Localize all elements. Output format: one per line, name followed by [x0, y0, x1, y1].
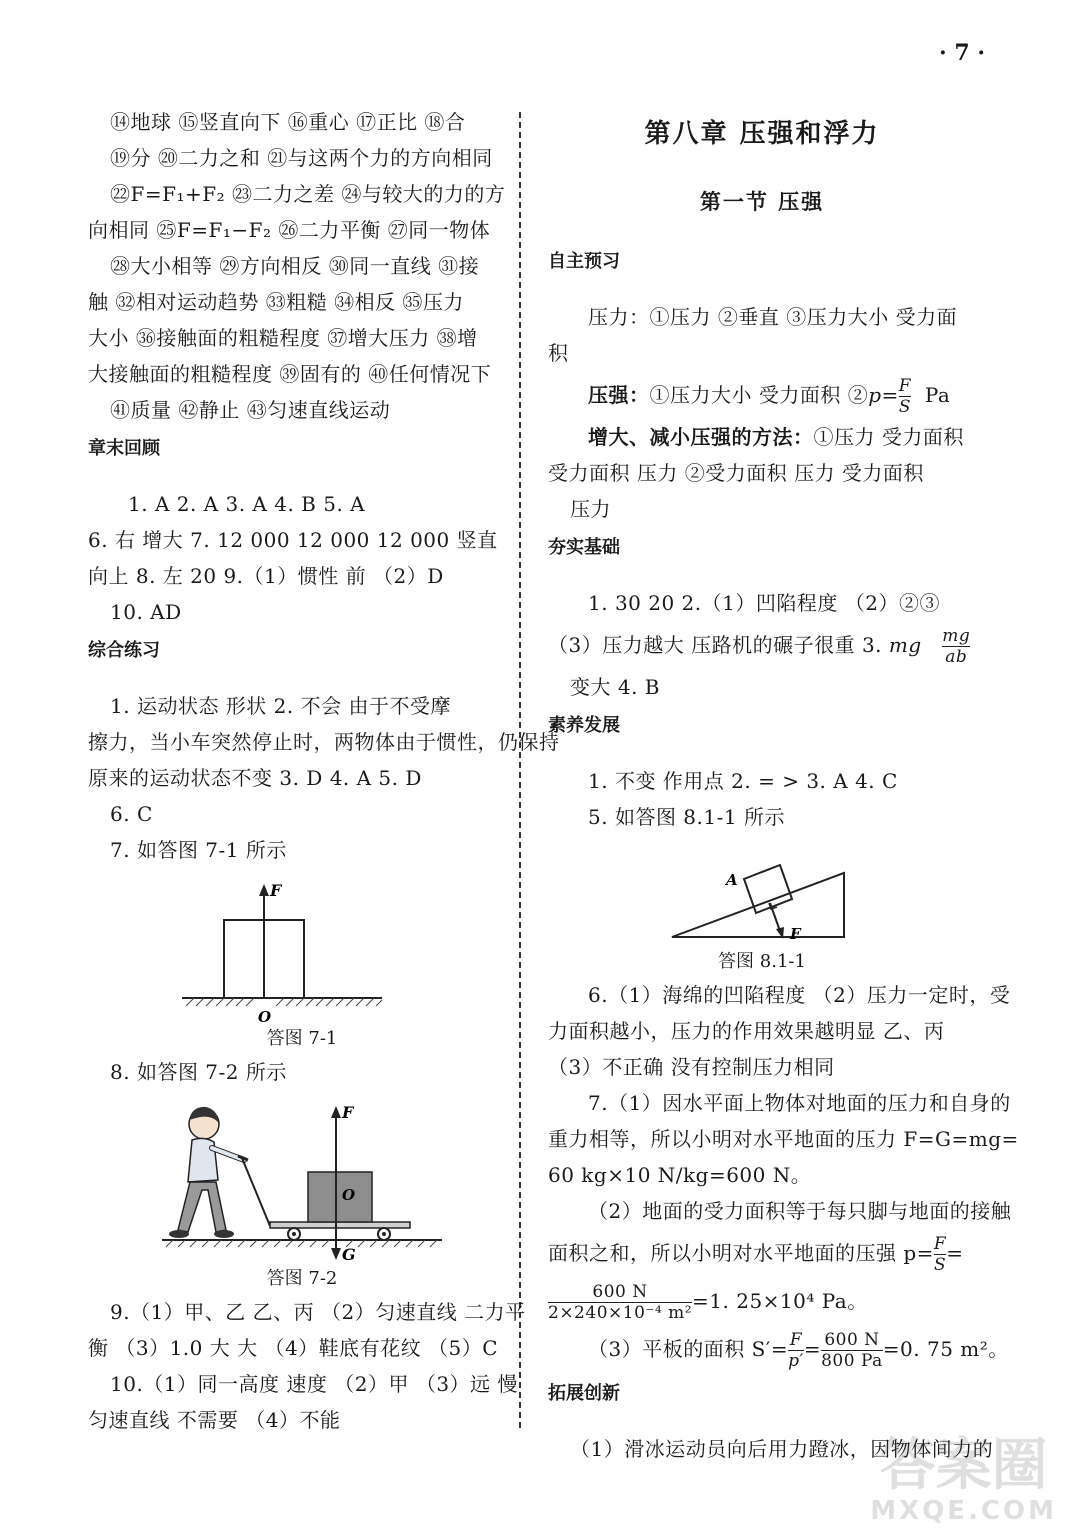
fraction-numerator: mg	[942, 626, 971, 646]
pressure-formula-p: p	[868, 383, 882, 407]
q6-line: 6.（1）海绵的凹陷程度 （2）压力一定时，受	[588, 983, 1011, 1007]
review-line: 向上 8. 左 20 9.（1）惯性 前 （2）D	[88, 564, 444, 588]
figure-caption: 答图 8.1-1	[718, 951, 806, 972]
q7-calc-result: =1. 25×10⁴ Pa。	[692, 1289, 868, 1313]
pressure-line: 压强：①压力大小 受力面积 ②p= $\frac{F}{S}$ Pa	[588, 376, 951, 417]
practice-line: 擦力，当小车突然停止时，两物体由于惯性，仍保持	[88, 730, 560, 754]
q7-3-fraction-2	[821, 1330, 883, 1371]
force-label: F	[790, 925, 801, 943]
force-up-label: F	[342, 1103, 354, 1122]
practice-line: 原来的运动状态不变 3. D 4. A 5. D	[88, 766, 422, 790]
methods-lead: 增大、减小压强的方法：	[588, 425, 814, 449]
section-heading-develop: 素养发展	[548, 715, 620, 736]
methods-line	[548, 419, 976, 455]
fraction-denominator: ab	[942, 646, 970, 667]
figure-caption: 答图 7-2	[266, 1268, 338, 1289]
practice-line: 7. 如答图 7-1 所示	[110, 838, 287, 862]
fraction-denominator: p′	[788, 1351, 804, 1371]
ground-hatch	[166, 1240, 437, 1247]
q7-line	[548, 1277, 976, 1325]
pressure-text: ①压力大小 受力面积 ②	[649, 383, 869, 407]
basics-text: （3）压力越大 压路机的碾子很重 3.	[548, 633, 889, 657]
q7-line: 面积之和，所以小明对水平地面的压强 p= $\frac{F}{S}$ =	[548, 1234, 964, 1275]
develop-line: 5. 如答图 8.1-1 所示	[588, 805, 785, 829]
force-arrow-head	[259, 884, 269, 896]
practice-line: 6. C	[110, 802, 153, 826]
methods-line: 压力	[570, 497, 611, 521]
answer-line: ㉘大小相等 ㉙方向相反 ㉚同一直线 ㉛接	[110, 254, 480, 278]
figure-8-1-1	[662, 839, 862, 947]
fraction-denominator: S	[898, 397, 912, 417]
develop-line: 1. 不变 作用点 2. = > 3. A 4. C	[588, 769, 898, 793]
q7-line: （3）平板的面积 S′= $\frac{F}{p'}$ = $\frac{600 N}{800 Pa}$ =0. 75 m²。	[588, 1330, 1009, 1371]
fraction-numerator: 600 N	[824, 1330, 880, 1350]
fraction-numerator: F	[789, 1330, 803, 1350]
page-number: · 7 ·	[939, 40, 985, 66]
force-down-label: G	[342, 1245, 356, 1264]
practice-line: 8. 如答图 7-2 所示	[110, 1060, 287, 1084]
left-column	[88, 104, 560, 1438]
figure-7-2	[152, 1094, 452, 1264]
answer-line: 触 ㉜相对运动趋势 ㉝粗糙 ㉞相反 ㉟压力	[88, 290, 464, 314]
section-heading-preview: 自主预习	[548, 251, 620, 272]
section-heading-basics: 夯实基础	[548, 537, 620, 558]
pressure-fraction	[899, 376, 911, 417]
q7-3-lead: （3）平板的面积 S′=	[588, 1337, 789, 1361]
fraction-denominator: 2×240×10⁻⁴ m²	[548, 1303, 693, 1323]
column-divider	[519, 112, 521, 1428]
answer-line: ㊶质量 ㊷静止 ㊸匀速直线运动	[110, 398, 391, 422]
incline	[672, 873, 844, 937]
q7-3-result: =0. 75 m²。	[882, 1337, 1009, 1361]
center-label: O	[342, 1186, 356, 1204]
review-line: 1. A 2. A 3. A 4. B 5. A	[128, 492, 366, 516]
answer-line: ⑲分 ⑳二力之和 ㉑与这两个力的方向相同	[110, 146, 493, 170]
pressure-lead: 压强：	[588, 383, 650, 407]
q6-line: 力面积越小，压力的作用效果越明显 乙、丙	[548, 1019, 945, 1043]
answer-line: ㉒F=F₁+F₂ ㉓二力之差 ㉔与较大的力的方	[110, 182, 506, 206]
block-label: A	[726, 871, 738, 889]
fraction-numerator: F	[898, 376, 912, 396]
methods-line: 受力面积 压力 ②受力面积 压力 受力面积	[548, 461, 924, 485]
preview-line: 压力：①压力 ②垂直 ③压力大小 受力面	[588, 305, 958, 329]
right-column	[548, 104, 1019, 1467]
answer-line: 大小 ㊱接触面的粗糙程度 ㊲增大压力 ㊳增	[88, 326, 478, 350]
chapter-title: 第八章 压强和浮力	[644, 119, 880, 149]
practice-line: 10.（1）同一高度 速度 （2）甲 （3）远 慢	[110, 1372, 518, 1396]
force-up-head	[331, 1106, 341, 1118]
practice-line: 衡 （3）1.0 大 大 （4）鞋底有花纹 （5）C	[88, 1336, 499, 1360]
figure-7-1	[152, 872, 452, 1024]
box	[308, 1172, 372, 1222]
preview-line: 积	[548, 341, 569, 365]
q7-line: （2）地面的受力面积等于每只脚与地面的接触	[588, 1199, 1012, 1223]
q7-line: 重力相等，所以小明对水平地面的压力 F=G=mg=	[548, 1127, 1019, 1151]
fraction-numerator: 600 N	[592, 1282, 648, 1302]
answer-line: 向相同 ㉕F=F₁−F₂ ㉖二力平衡 ㉗同一物体	[88, 218, 491, 242]
block-a	[744, 865, 792, 913]
review-line: 6. 右 增大 7. 12 000 12 000 12 000 竖直	[88, 528, 498, 552]
basics-line	[548, 621, 976, 669]
watermark-text: 答案圈	[879, 1433, 1048, 1498]
basics-fraction	[942, 626, 970, 667]
answer-line: ⑭地球 ⑮竖直向下 ⑯重心 ⑰正比 ⑱合	[110, 110, 466, 134]
boy-illustration	[169, 1107, 244, 1238]
section-heading-extend: 拓展创新	[548, 1383, 620, 1404]
q7-p-text: 面积之和，所以小明对水平地面的压强 p=	[548, 1241, 934, 1265]
section-heading-review: 章末回顾	[88, 438, 160, 459]
pressure-unit: Pa	[924, 383, 951, 407]
q7-line: 60 kg×10 N/kg=600 N。	[548, 1163, 812, 1187]
force-down-head	[331, 1248, 341, 1260]
section-heading-practice: 综合练习	[88, 640, 160, 661]
basics-line: 1. 30 20 2.（1）凹陷程度 （2）②③	[588, 591, 940, 615]
q7-line: 7.（1）因水平面上物体对地面的压力和自身的	[588, 1091, 1011, 1115]
q7-p-fraction	[934, 1234, 946, 1275]
review-line: 10. AD	[110, 600, 182, 624]
practice-line: 匀速直线 不需要 （4）不能	[88, 1408, 341, 1432]
watermark-url: MXQE.COM	[870, 1496, 1057, 1526]
basics-mg: mg	[888, 633, 922, 657]
point-label: O	[258, 1008, 272, 1024]
extend-line: （1）滑冰运动员向后用力蹬冰，因物体间力的	[570, 1437, 994, 1461]
watermark-logo	[870, 1433, 1057, 1526]
q6-line: （3）不正确 没有控制压力相同	[548, 1055, 835, 1079]
basics-line: 变大 4. B	[570, 675, 660, 699]
figure-caption: 答图 7-1	[266, 1028, 338, 1049]
q7-3-fraction-1	[788, 1330, 804, 1371]
ground-hatch	[186, 998, 382, 1006]
methods-text: ①压力 受力面积	[813, 425, 964, 449]
answer-line: 大接触面的粗糙程度 ㊴固有的 ㊵任何情况下	[88, 362, 492, 386]
q7-calc-fraction	[548, 1282, 692, 1323]
fraction-numerator: F	[933, 1234, 947, 1254]
fraction-denominator: 800 Pa	[821, 1351, 883, 1371]
force-label: F	[270, 881, 282, 900]
fraction-denominator: S	[933, 1255, 947, 1275]
section-title: 第一节 压强	[699, 190, 825, 214]
practice-line: 1. 运动状态 形状 2. 不会 由于不受摩	[110, 694, 451, 718]
practice-line: 9.（1）甲、乙 乙、丙 （2）匀速直线 二力平	[110, 1300, 526, 1324]
